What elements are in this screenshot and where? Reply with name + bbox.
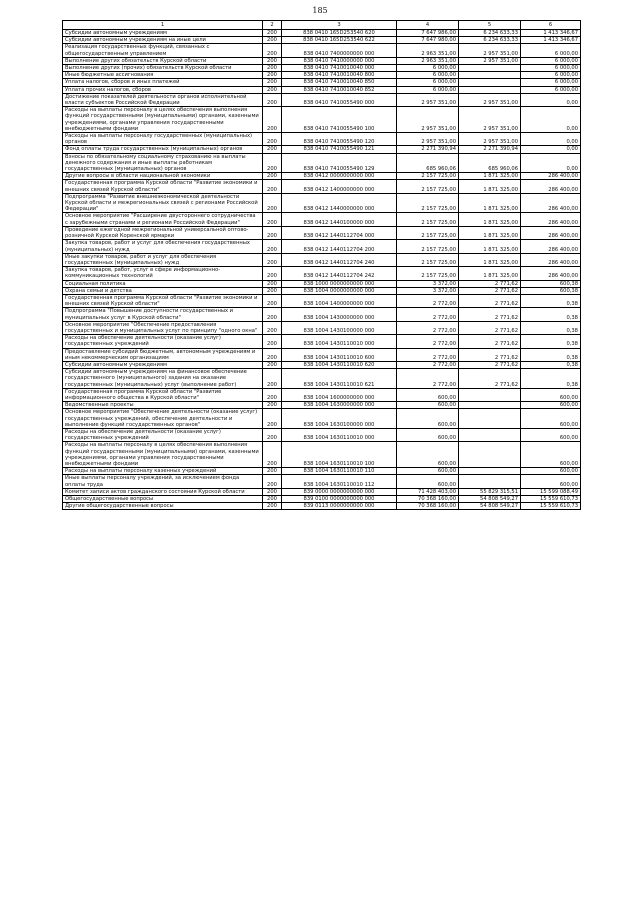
row-admin-code: 200 [263,468,282,475]
row-description: Расходы на выплаты персоналу государственных (муниципальных) органов [63,133,263,146]
row-executed-amount [459,65,521,72]
table-row [63,37,581,44]
row-unexecuted-amount: 15 559 610,73 [521,496,581,503]
row-executed-amount: 2 771,62 [459,280,521,287]
table-row [63,65,581,72]
table-row [63,79,581,86]
row-admin-code: 200 [263,226,282,239]
row-approved-amount: 2 957 351,00 [397,93,459,106]
column-header: 6 [521,21,581,30]
row-executed-amount: 2 771,62 [459,308,521,321]
row-description: Реализация государственных функций, связанных с общегосударственным управлением [63,44,263,57]
table-row [63,402,581,409]
table-row [63,475,581,488]
row-executed-amount: 1 871 325,00 [459,180,521,193]
table-row [63,442,581,468]
row-description: Подпрограмма "Развитие внешнеэкономической деятельности Курской области и межрегиональных связей с регионами Российской Федерации" [63,193,263,213]
table-row [63,240,581,253]
row-budget-code: 838 1004 1630110010 112 [282,475,397,488]
row-admin-code: 200 [263,321,282,334]
row-admin-code: 200 [263,308,282,321]
table-row [63,86,581,93]
column-header: 2 [263,21,282,30]
row-description: Субсидии автономным учреждениям [63,30,263,37]
row-description: Взносы по обязательному социальному страхованию на выплаты денежного содержания и иные выплаты работникам государственных (муниципальных) органов [63,153,263,173]
table-row [63,409,581,429]
row-admin-code: 200 [263,280,282,287]
row-unexecuted-amount: 286 400,00 [521,193,581,213]
row-unexecuted-amount: 15 599 088,49 [521,488,581,495]
row-description: Социальная политика [63,280,263,287]
row-admin-code: 200 [263,287,282,294]
row-executed-amount [459,388,521,401]
row-unexecuted-amount: 600,00 [521,388,581,401]
column-header: 4 [397,21,459,30]
row-executed-amount [459,86,521,93]
row-unexecuted-amount: 1 413 346,67 [521,30,581,37]
row-approved-amount: 600,00 [397,468,459,475]
row-executed-amount: 1 871 325,00 [459,240,521,253]
row-budget-code: 838 1004 1430110010 600 [282,348,397,361]
row-unexecuted-amount: 6 000,00 [521,44,581,57]
row-unexecuted-amount: 0,00 [521,93,581,106]
row-description: Субсидии автономным учреждениям на иные цели [63,37,263,44]
table-row [63,44,581,57]
row-budget-code: 838 0410 7410010040 800 [282,72,397,79]
row-executed-amount: 54 808 549,27 [459,503,521,510]
row-budget-code: 838 1004 1430000000 000 [282,308,397,321]
table-row [63,468,581,475]
row-description: Государственная программа Курской области "Развитие информационного общества в Курской области" [63,388,263,401]
row-approved-amount: 2 271 390,94 [397,146,459,153]
row-description: Общегосударственные вопросы [63,496,263,503]
row-admin-code: 200 [263,348,282,361]
row-unexecuted-amount: 600,00 [521,468,581,475]
row-budget-code: 838 0410 165D253540 620 [282,30,397,37]
row-executed-amount [459,409,521,429]
row-description: Субсидии автономным учреждениям [63,361,263,368]
table-row [63,173,581,180]
row-executed-amount: 1 871 325,00 [459,173,521,180]
row-budget-code: 838 1004 1600000000 000 [282,388,397,401]
row-unexecuted-amount: 0,38 [521,361,581,368]
row-description: Предоставление субсидий бюджетным, автономным учреждениям и иным некоммерческим организациям [63,348,263,361]
row-unexecuted-amount: 0,38 [521,348,581,361]
row-budget-code: 838 0410 7410055490 000 [282,93,397,106]
row-admin-code: 200 [263,503,282,510]
row-executed-amount [459,402,521,409]
table-row [63,280,581,287]
row-description: Государственная программа Курской области "Развитие экономики и внешних связей Курской области" [63,180,263,193]
table-row [63,253,581,266]
row-unexecuted-amount: 286 400,00 [521,267,581,280]
row-budget-code: 838 0412 1440100000 000 [282,213,397,226]
row-executed-amount: 2 957 351,00 [459,44,521,57]
row-description: Субсидии автономным учреждениям на финансовое обеспечение государственного (муниципального) задания на оказание государственных (муниципальных) услуг (выполнение работ) [63,369,263,389]
row-admin-code: 200 [263,361,282,368]
table-row [63,107,581,133]
table-row [63,180,581,193]
row-executed-amount [459,468,521,475]
row-admin-code: 200 [263,240,282,253]
row-description: Другие вопросы в области национальной экономики [63,173,263,180]
row-unexecuted-amount: 600,38 [521,280,581,287]
row-approved-amount: 70 368 160,00 [397,496,459,503]
row-description: Расходы на обеспечение деятельности (оказание услуг) государственных учреждений [63,335,263,348]
row-description: Закупка товаров, работ, услуг в сфере информационно-коммуникационных технологий [63,267,263,280]
row-approved-amount: 6 000,00 [397,72,459,79]
row-executed-amount: 2 271 390,94 [459,146,521,153]
row-unexecuted-amount: 6 000,00 [521,86,581,93]
table-row [63,133,581,146]
row-admin-code: 200 [263,294,282,307]
row-approved-amount: 71 428 403,00 [397,488,459,495]
table-row [63,294,581,307]
row-executed-amount: 2 957 351,00 [459,93,521,106]
table-row [63,193,581,213]
row-description: Другие общегосударственные вопросы [63,503,263,510]
table-row [63,361,581,368]
row-unexecuted-amount: 600,00 [521,409,581,429]
row-admin-code: 200 [263,388,282,401]
row-approved-amount: 600,00 [397,388,459,401]
row-unexecuted-amount: 600,38 [521,287,581,294]
table-row [63,72,581,79]
row-executed-amount [459,72,521,79]
row-admin-code: 200 [263,153,282,173]
row-description: Расходы на выплаты персоналу в целях обеспечения выполнения функций государственными (муниципальными) органами, казенными учреждениями, органами управления государственными внебюджетными фондами [63,107,263,133]
row-executed-amount: 2 771,62 [459,369,521,389]
row-budget-code: 838 0410 7410055490 129 [282,153,397,173]
row-executed-amount: 2 771,62 [459,294,521,307]
row-approved-amount: 6 000,00 [397,79,459,86]
row-budget-code: 838 0412 1440112704 200 [282,240,397,253]
row-approved-amount: 2 157 725,00 [397,180,459,193]
row-unexecuted-amount: 0,00 [521,107,581,133]
row-unexecuted-amount: 1 413 346,67 [521,37,581,44]
row-approved-amount: 6 000,00 [397,86,459,93]
row-budget-code: 838 1004 1630110010 100 [282,442,397,468]
row-budget-code: 838 0410 7410010040 000 [282,65,397,72]
row-admin-code: 200 [263,146,282,153]
row-unexecuted-amount: 0,38 [521,335,581,348]
row-admin-code: 200 [263,442,282,468]
row-budget-code: 838 0410 7410055490 121 [282,146,397,153]
row-approved-amount: 2 772,00 [397,308,459,321]
row-approved-amount: 2 772,00 [397,361,459,368]
row-description: Охрана семьи и детства [63,287,263,294]
row-admin-code: 200 [263,37,282,44]
row-admin-code: 200 [263,253,282,266]
row-budget-code: 838 0412 0000000000 000 [282,173,397,180]
row-admin-code: 200 [263,133,282,146]
table-row [63,503,581,510]
row-description: Уплата налогов, сборов и иных платежей [63,79,263,86]
row-admin-code: 200 [263,409,282,429]
row-description: Проведение ежегодной межрегиональной универсальной оптово-розничной Курской Коренской ярмарки [63,226,263,239]
row-unexecuted-amount: 0,38 [521,308,581,321]
budget-execution-table [62,20,581,510]
row-unexecuted-amount: 6 000,00 [521,57,581,64]
row-executed-amount: 2 957 351,00 [459,133,521,146]
row-description: Ведомственные проекты [63,402,263,409]
row-unexecuted-amount: 286 400,00 [521,226,581,239]
row-admin-code: 200 [263,402,282,409]
row-description: Закупка товаров, работ и услуг для обеспечения государственных (муниципальных) нужд [63,240,263,253]
row-budget-code: 838 1004 1430110010 000 [282,335,397,348]
table-row [63,428,581,441]
row-admin-code: 200 [263,180,282,193]
row-admin-code: 200 [263,475,282,488]
table-row [63,488,581,495]
row-unexecuted-amount: 286 400,00 [521,253,581,266]
row-approved-amount: 7 647 980,00 [397,37,459,44]
row-executed-amount: 2 957 351,00 [459,107,521,133]
table-row [63,496,581,503]
row-unexecuted-amount: 286 400,00 [521,180,581,193]
row-unexecuted-amount: 286 400,00 [521,213,581,226]
row-approved-amount: 685 960,06 [397,153,459,173]
row-unexecuted-amount: 600,00 [521,442,581,468]
row-description: Государственная программа Курской области "Развитие экономики и внешних связей Курской области" [63,294,263,307]
row-description: Иные закупки товаров, работ и услуг для обеспечения государственных (муниципальных) нужд [63,253,263,266]
row-executed-amount [459,442,521,468]
table-row [63,348,581,361]
row-executed-amount: 2 771,62 [459,321,521,334]
row-approved-amount: 2 157 725,00 [397,240,459,253]
table-row [63,287,581,294]
row-admin-code: 200 [263,369,282,389]
row-executed-amount: 2 771,62 [459,287,521,294]
row-description: Основное мероприятие "Обеспечение деятельности (оказание услуг) государственных учреждений, обеспечение деятельности и выполнение функций государственных органов" [63,409,263,429]
row-executed-amount [459,428,521,441]
row-executed-amount: 1 871 325,00 [459,253,521,266]
row-approved-amount: 2 157 725,00 [397,226,459,239]
row-executed-amount: 1 871 325,00 [459,193,521,213]
row-budget-code: 838 0410 7400000000 000 [282,44,397,57]
row-approved-amount: 2 157 725,00 [397,213,459,226]
row-admin-code: 200 [263,428,282,441]
row-approved-amount: 600,00 [397,402,459,409]
page-number: 185 [312,6,328,15]
row-unexecuted-amount: 0,38 [521,369,581,389]
row-unexecuted-amount: 286 400,00 [521,173,581,180]
row-admin-code: 200 [263,86,282,93]
table-row [63,213,581,226]
row-executed-amount: 1 871 325,00 [459,267,521,280]
row-approved-amount: 600,00 [397,475,459,488]
row-admin-code: 200 [263,44,282,57]
row-approved-amount: 2 957 351,00 [397,133,459,146]
row-approved-amount: 600,00 [397,428,459,441]
row-admin-code: 200 [263,267,282,280]
table-row [63,93,581,106]
row-budget-code: 838 1000 0000000000 000 [282,280,397,287]
row-unexecuted-amount: 15 559 610,73 [521,503,581,510]
table-row [63,226,581,239]
row-approved-amount: 7 647 986,00 [397,30,459,37]
table-row [63,30,581,37]
row-admin-code: 200 [263,72,282,79]
row-budget-code: 839 0100 0000000000 000 [282,496,397,503]
row-approved-amount: 2 157 725,00 [397,193,459,213]
row-unexecuted-amount: 0,00 [521,153,581,173]
row-admin-code: 200 [263,65,282,72]
table-row [63,388,581,401]
column-header: 1 [63,21,263,30]
row-admin-code: 200 [263,213,282,226]
table-row [63,57,581,64]
row-description: Расходы на выплаты персоналу в целях обеспечения выполнения функций государственными (муниципальными) органами, казенными учреждениями, органами управления государственными внебюджетными фондами [63,442,263,468]
row-approved-amount: 2 772,00 [397,369,459,389]
row-unexecuted-amount: 600,00 [521,402,581,409]
row-admin-code: 200 [263,496,282,503]
row-budget-code: 838 0410 7410000000 000 [282,57,397,64]
row-budget-code: 839 0000 0000000000 000 [282,488,397,495]
row-description: Выполнение других обязательств Курской области [63,57,263,64]
row-budget-code: 839 0113 0000000000 000 [282,503,397,510]
row-admin-code: 200 [263,107,282,133]
row-unexecuted-amount: 0,00 [521,146,581,153]
row-approved-amount: 2 157 725,00 [397,173,459,180]
row-admin-code: 200 [263,30,282,37]
row-approved-amount: 3 372,00 [397,280,459,287]
row-budget-code: 838 0412 1440112704 240 [282,253,397,266]
row-budget-code: 838 1004 0000000000 000 [282,287,397,294]
row-budget-code: 838 1004 1630110010 110 [282,468,397,475]
row-budget-code: 838 1004 1430110010 621 [282,369,397,389]
table-row [63,153,581,173]
row-budget-code: 838 0412 1400000000 000 [282,180,397,193]
row-unexecuted-amount: 0,38 [521,321,581,334]
row-unexecuted-amount: 6 000,00 [521,79,581,86]
row-description: Достижение показателей деятельности органов исполнительной власти субъектов Российской Федерации [63,93,263,106]
row-budget-code: 838 0412 1440112704 242 [282,267,397,280]
row-approved-amount: 2 157 725,00 [397,267,459,280]
row-budget-code: 838 1004 1430100000 000 [282,321,397,334]
row-budget-code: 838 0410 7410010040 850 [282,79,397,86]
row-unexecuted-amount: 6 000,00 [521,72,581,79]
table-row [63,335,581,348]
row-description: Иные выплаты персоналу учреждений, за исключением фонда оплаты труда [63,475,263,488]
row-description: Расходы на выплаты персоналу казенных учреждений [63,468,263,475]
row-budget-code: 838 1004 1400000000 000 [282,294,397,307]
row-budget-code: 838 1004 1630000000 000 [282,402,397,409]
row-budget-code: 838 0412 1440000000 000 [282,193,397,213]
row-executed-amount: 2 771,62 [459,348,521,361]
row-executed-amount [459,79,521,86]
row-admin-code: 200 [263,57,282,64]
row-unexecuted-amount: 0,00 [521,133,581,146]
row-approved-amount: 600,00 [397,409,459,429]
row-approved-amount: 2 772,00 [397,335,459,348]
table-row [63,321,581,334]
row-budget-code: 838 0412 1440112704 000 [282,226,397,239]
row-executed-amount: 2 771,62 [459,361,521,368]
table-row [63,369,581,389]
row-approved-amount: 2 963 351,00 [397,44,459,57]
row-description: Подпрограмма "Повышение доступности государственных и муниципальных услуг в Курской области" [63,308,263,321]
row-description: Фонд оплаты труда государственных (муниципальных) органов [63,146,263,153]
row-unexecuted-amount: 600,00 [521,475,581,488]
row-executed-amount: 1 871 325,00 [459,213,521,226]
row-description: Основное мероприятие "Обеспечение предоставления государственных и муниципальных услуг по принципу "одного окна" [63,321,263,334]
row-approved-amount: 600,00 [397,442,459,468]
column-header: 3 [282,21,397,30]
row-description: Уплата прочих налогов, сборов [63,86,263,93]
column-header: 5 [459,21,521,30]
row-budget-code: 838 0410 7410010040 852 [282,86,397,93]
row-unexecuted-amount: 0,38 [521,294,581,307]
row-unexecuted-amount: 6 000,00 [521,65,581,72]
row-admin-code: 200 [263,93,282,106]
row-description: Расходы на обеспечение деятельности (оказание услуг) государственных учреждений [63,428,263,441]
row-description: Основное мероприятие "Расширение двустороннего сотрудничества с зарубежными странами и регионами Российской Федерации" [63,213,263,226]
row-executed-amount: 6 234 633,33 [459,30,521,37]
row-budget-code: 838 0410 7410055490 100 [282,107,397,133]
row-approved-amount: 3 372,00 [397,287,459,294]
row-approved-amount: 2 772,00 [397,348,459,361]
table-row [63,146,581,153]
row-executed-amount: 6 234 633,33 [459,37,521,44]
row-approved-amount: 2 772,00 [397,321,459,334]
row-budget-code: 838 1004 1430110010 620 [282,361,397,368]
row-approved-amount: 2 957 351,00 [397,107,459,133]
row-executed-amount [459,475,521,488]
row-approved-amount: 2 963 351,00 [397,57,459,64]
row-budget-code: 838 1004 1630110010 000 [282,428,397,441]
row-approved-amount: 2 772,00 [397,294,459,307]
row-budget-code: 838 0410 7410055490 120 [282,133,397,146]
row-description: Иные бюджетные ассигнования [63,72,263,79]
row-description: Выполнение других (прочих) обязательств Курской области [63,65,263,72]
row-executed-amount: 54 808 549,27 [459,496,521,503]
row-description: Комитет записи актов гражданского состояния Курской области [63,488,263,495]
row-budget-code: 838 0410 165D253540 622 [282,37,397,44]
row-admin-code: 200 [263,488,282,495]
table-row [63,267,581,280]
row-budget-code: 838 1004 1630100000 000 [282,409,397,429]
row-executed-amount: 1 871 325,00 [459,226,521,239]
row-executed-amount: 685 960,06 [459,153,521,173]
header-row [63,21,581,30]
row-executed-amount: 2 771,62 [459,335,521,348]
row-admin-code: 200 [263,79,282,86]
row-admin-code: 200 [263,193,282,213]
row-executed-amount: 2 957 351,00 [459,57,521,64]
row-approved-amount: 2 157 725,00 [397,253,459,266]
row-admin-code: 200 [263,335,282,348]
row-unexecuted-amount: 286 400,00 [521,240,581,253]
row-executed-amount: 55 829 315,51 [459,488,521,495]
row-admin-code: 200 [263,173,282,180]
row-approved-amount: 6 000,00 [397,65,459,72]
row-unexecuted-amount: 600,00 [521,428,581,441]
row-approved-amount: 70 368 160,00 [397,503,459,510]
table-row [63,308,581,321]
